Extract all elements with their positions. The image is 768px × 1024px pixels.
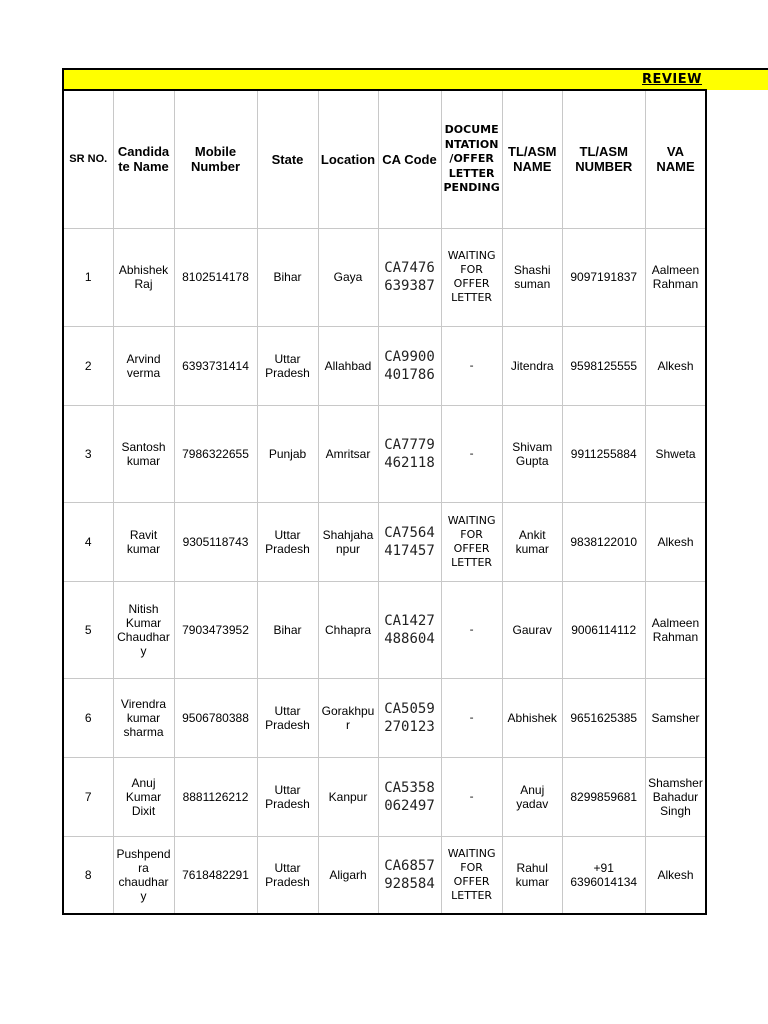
cell-candidate-name: Virendra kumar sharma: [113, 678, 174, 757]
cell-mobile: 7903473952: [174, 581, 257, 678]
cell-ca-code: CA6857 928584: [378, 836, 441, 914]
cell-tl-number: 8299859681: [562, 757, 645, 836]
cell-ca-code: CA7779 462118: [378, 405, 441, 502]
cell-tl-number: 9006114112: [562, 581, 645, 678]
cell-location: Gaya: [318, 228, 378, 326]
cell-va-name: Alkesh: [645, 502, 706, 581]
cell-candidate-name: Abhishek Raj: [113, 228, 174, 326]
cell-state: Bihar: [257, 581, 318, 678]
header-location: Location: [318, 90, 378, 228]
cell-state: Uttar Pradesh: [257, 836, 318, 914]
cell-location: Aligarh: [318, 836, 378, 914]
cell-va-name: Aalmeen Rahman: [645, 581, 706, 678]
cell-state: Uttar Pradesh: [257, 326, 318, 405]
table-row: [63, 502, 706, 581]
header-tl-asm-number: TL/ASM NUMBER: [562, 90, 645, 228]
cell-tl-name: Ankit kumar: [502, 502, 562, 581]
cell-ca-code: CA7476 639387: [378, 228, 441, 326]
cell-state: Bihar: [257, 228, 318, 326]
cell-status: -: [441, 678, 502, 757]
cell-sr-no: 1: [63, 228, 113, 326]
cell-sr-no: 3: [63, 405, 113, 502]
cell-tl-number: 9838122010: [562, 502, 645, 581]
cell-state: Uttar Pradesh: [257, 757, 318, 836]
cell-tl-name: Gaurav: [502, 581, 562, 678]
header-documentation-pending: DOCUME NTATION /OFFER LETTER PENDING: [441, 90, 502, 228]
cell-mobile: 8881126212: [174, 757, 257, 836]
cell-status: -: [441, 405, 502, 502]
cell-tl-number: 9598125555: [562, 326, 645, 405]
cell-state: Uttar Pradesh: [257, 678, 318, 757]
cell-va-name: Shamsher Bahadur Singh: [645, 757, 706, 836]
cell-va-name: Alkesh: [645, 326, 706, 405]
cell-tl-name: Anuj yadav: [502, 757, 562, 836]
cell-status: -: [441, 581, 502, 678]
cell-tl-name: Jitendra: [502, 326, 562, 405]
cell-location: Allahbad: [318, 326, 378, 405]
cell-tl-name: Shivam Gupta: [502, 405, 562, 502]
table-row: [63, 228, 706, 326]
cell-location: Kanpur: [318, 757, 378, 836]
cell-sr-no: 2: [63, 326, 113, 405]
table-row: [63, 326, 706, 405]
cell-mobile: 7986322655: [174, 405, 257, 502]
table-row: [63, 581, 706, 678]
header-va-name: VA NAME: [645, 90, 706, 228]
cell-mobile: 8102514178: [174, 228, 257, 326]
header-candidate-name: Candida te Name: [113, 90, 174, 228]
cell-location: Chhapra: [318, 581, 378, 678]
table-row: [63, 836, 706, 914]
cell-location: Shahjaha npur: [318, 502, 378, 581]
cell-ca-code: CA9900 401786: [378, 326, 441, 405]
cell-tl-name: Rahul kumar: [502, 836, 562, 914]
cell-va-name: Alkesh: [645, 836, 706, 914]
cell-status: -: [441, 757, 502, 836]
cell-mobile: 6393731414: [174, 326, 257, 405]
cell-status: WAITING FOR OFFER LETTER: [441, 502, 502, 581]
cell-state: Uttar Pradesh: [257, 502, 318, 581]
cell-va-name: Shweta: [645, 405, 706, 502]
cell-va-name: Aalmeen Rahman: [645, 228, 706, 326]
header-sr-no: SR NO.: [63, 90, 113, 228]
cell-sr-no: 8: [63, 836, 113, 914]
cell-location: Gorakhpu r: [318, 678, 378, 757]
cell-tl-name: Abhishek: [502, 678, 562, 757]
cell-mobile: 9305118743: [174, 502, 257, 581]
cell-candidate-name: Nitish Kumar Chaudhar y: [113, 581, 174, 678]
cell-candidate-name: Anuj Kumar Dixit: [113, 757, 174, 836]
table-row: [63, 757, 706, 836]
cell-ca-code: CA1427 488604: [378, 581, 441, 678]
cell-candidate-name: Ravit kumar: [113, 502, 174, 581]
cell-tl-number: 9911255884: [562, 405, 645, 502]
cell-candidate-name: Pushpend ra chaudhar y: [113, 836, 174, 914]
cell-ca-code: CA5059 270123: [378, 678, 441, 757]
header-state: State: [257, 90, 318, 228]
cell-mobile: 9506780388: [174, 678, 257, 757]
cell-sr-no: 6: [63, 678, 113, 757]
cell-location: Amritsar: [318, 405, 378, 502]
table-row: [63, 678, 706, 757]
cell-sr-no: 4: [63, 502, 113, 581]
cell-status: WAITING FOR OFFER LETTER: [441, 228, 502, 326]
cell-tl-name: Shashi suman: [502, 228, 562, 326]
cell-candidate-name: Arvind verma: [113, 326, 174, 405]
table-row: [63, 405, 706, 502]
cell-tl-number: 9097191837: [562, 228, 645, 326]
cell-state: Punjab: [257, 405, 318, 502]
review-label: REVIEW: [641, 72, 702, 87]
cell-sr-no: 5: [63, 581, 113, 678]
header-ca-code: CA Code: [378, 90, 441, 228]
cell-candidate-name: Santosh kumar: [113, 405, 174, 502]
header-tl-asm-name: TL/ASM NAME: [502, 90, 562, 228]
candidate-table: [62, 89, 707, 915]
cell-va-name: Samsher: [645, 678, 706, 757]
cell-tl-number: +91 6396014134: [562, 836, 645, 914]
review-banner: [62, 68, 768, 90]
cell-tl-number: 9651625385: [562, 678, 645, 757]
cell-ca-code: CA7564 417457: [378, 502, 441, 581]
cell-sr-no: 7: [63, 757, 113, 836]
header-row: [63, 90, 706, 228]
cell-mobile: 7618482291: [174, 836, 257, 914]
cell-status: -: [441, 326, 502, 405]
cell-ca-code: CA5358 062497: [378, 757, 441, 836]
header-mobile-number: Mobile Number: [174, 90, 257, 228]
cell-status: WAITING FOR OFFER LETTER: [441, 836, 502, 914]
